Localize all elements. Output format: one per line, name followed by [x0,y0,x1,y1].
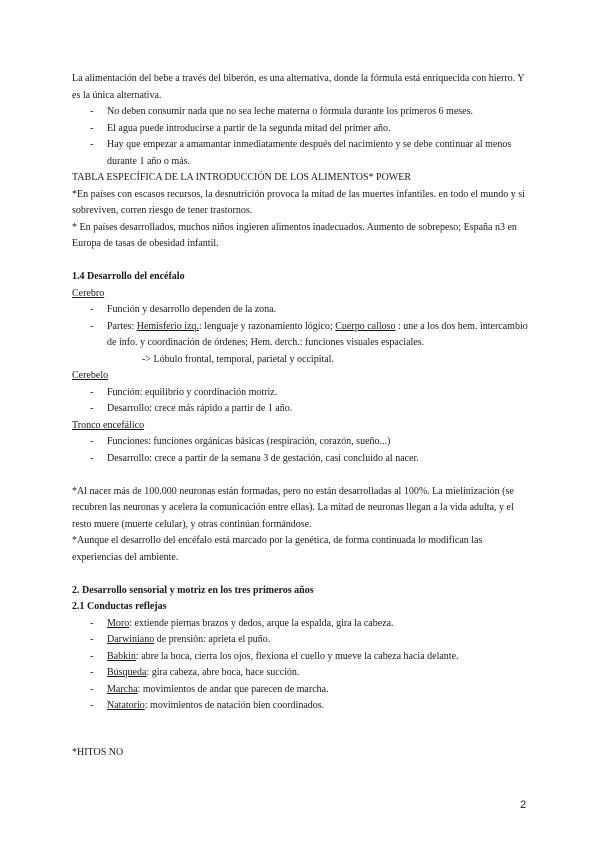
section-heading: 2. Desarrollo sensorial y motriz en los tres primeros años [72,584,314,596]
tronco-list [72,434,532,467]
intro-paragraph: La alimentación del bebe a través del biberón, es una alternativa, donde la fórmula está enriquecida con hierro. Y es la única alternativa. [72,73,525,101]
list-item [72,682,532,699]
reflex-text: : movimientos de natación bien coordinados. [144,700,325,711]
list-item: - Hay que empezar a amamantar inmediatamente después del nacimiento y se debe continuar al menos durante 1 año o más. [72,137,532,170]
reflex-term: Babkin [107,650,136,662]
list-item: - Función: equilibrio y coordinación motriz. [72,385,532,402]
section-heading: 1.4 Desarrollo del encéfalo [72,271,185,282]
page-number: 2 [520,799,527,811]
subsection-label: Tronco encefálico [72,419,145,431]
term-hemisferio: Hemisferio izq. [136,320,199,332]
list-item [72,616,532,633]
intro-list [72,104,532,170]
list-item [72,319,532,352]
note-paragraph: * En países desarrollados, muchos niños ingieren alimentos inadecuados. Aumento de sobrepeso; España n3 en Europa de tasas de obesidad infantil. [72,221,517,249]
page-content [72,71,532,762]
reflex-term: Marcha [107,683,138,695]
term-cuerpo-calloso: Cuerpo calloso [335,320,396,332]
arrow-line: -> Lóbulo frontal, temporal, parietal y occipital. [142,353,334,365]
list-item: - Desarrollo: crece a partir de la semana 3 de gestación, casi concluido al nacer. [72,451,532,468]
note-paragraph: *En países con escasos recursos, la desnutrición provoca la mitad de las muertes infantiles. en todo el mundo y si sobreviven, corren riesgo de tener trastornos. [72,188,525,216]
reflex-text: : movimientos de andar que parecen de marcha. [137,683,329,695]
list-item: - Funciones: funciones orgánicas básicas (respiración, corazón, sueño...) [72,434,532,451]
note-paragraph: *Aunque el desarrollo del encéfalo está marcado por la genética, de forma continuada lo modifican las experiencias del ambiente. [72,535,483,563]
reflex-term: Búsqueda [107,667,147,678]
reflex-term: Natatorio [107,700,145,711]
subsection-heading: 2.1 Conductas reflejas [72,601,167,612]
list-item [72,649,532,666]
list-item [72,665,532,682]
reflex-text: : gira cabeza, abre boca, hace succión. [146,667,300,678]
item-text: Partes: [107,320,137,332]
item-text: : lenguaje y razonamiento lógico; [198,320,336,332]
subsection-label: Cerebro [72,287,105,299]
reflexes-list [72,616,532,715]
reflex-term: Moro [107,617,130,629]
reflex-text: : extiende piernas brazos y dedos, arque la espalda, gira la cabeza. [129,617,394,629]
final-note: *HITOS NO [72,747,124,758]
list-item [72,632,532,649]
item-text: : une a los dos hem. intercambio de info. y coordinación de órdenes; Hem. derch.: funciones visuales espaciales. [107,320,528,348]
list-item [72,698,532,715]
list-item: - Desarrollo: crece más rápido a partir de 1 año. [72,401,532,418]
subsection-label: Cerebelo [72,370,109,381]
list-item: - No deben consumir nada que no sea leche materna o fórmula durante los primeros 6 meses. [72,104,532,121]
note-paragraph: *Al nacer más de 100.000 neuronas están formadas, pero no están desarrolladas al 100%. La mielinización (se recubren las neuronas y acelera la comunicación entre ellas). La mitad de neuronas llegan a la vida adulta, y el resto muere (muerte celular), y otras continúan formándose. [72,485,514,530]
table-title: TABLA ESPECÍFICA DE LA INTRODUCCIÓN DE LOS ALIMENTOS* POWER [72,172,412,183]
reflex-text: : abre la boca, cierra los ojos, flexiona el cuello y mueve la cabeza hacia delante. [135,650,459,662]
cerebro-list [72,302,532,352]
cerebelo-list [72,385,532,418]
list-item: - Función y desarrollo dependen de la zona. [72,302,532,319]
list-item: - El agua puede introducirse a partir de la segunda mitad del primer año. [72,121,532,138]
reflex-text: de prensión: aprieta el puño. [154,634,271,645]
reflex-term: Darwiniano [107,634,155,645]
